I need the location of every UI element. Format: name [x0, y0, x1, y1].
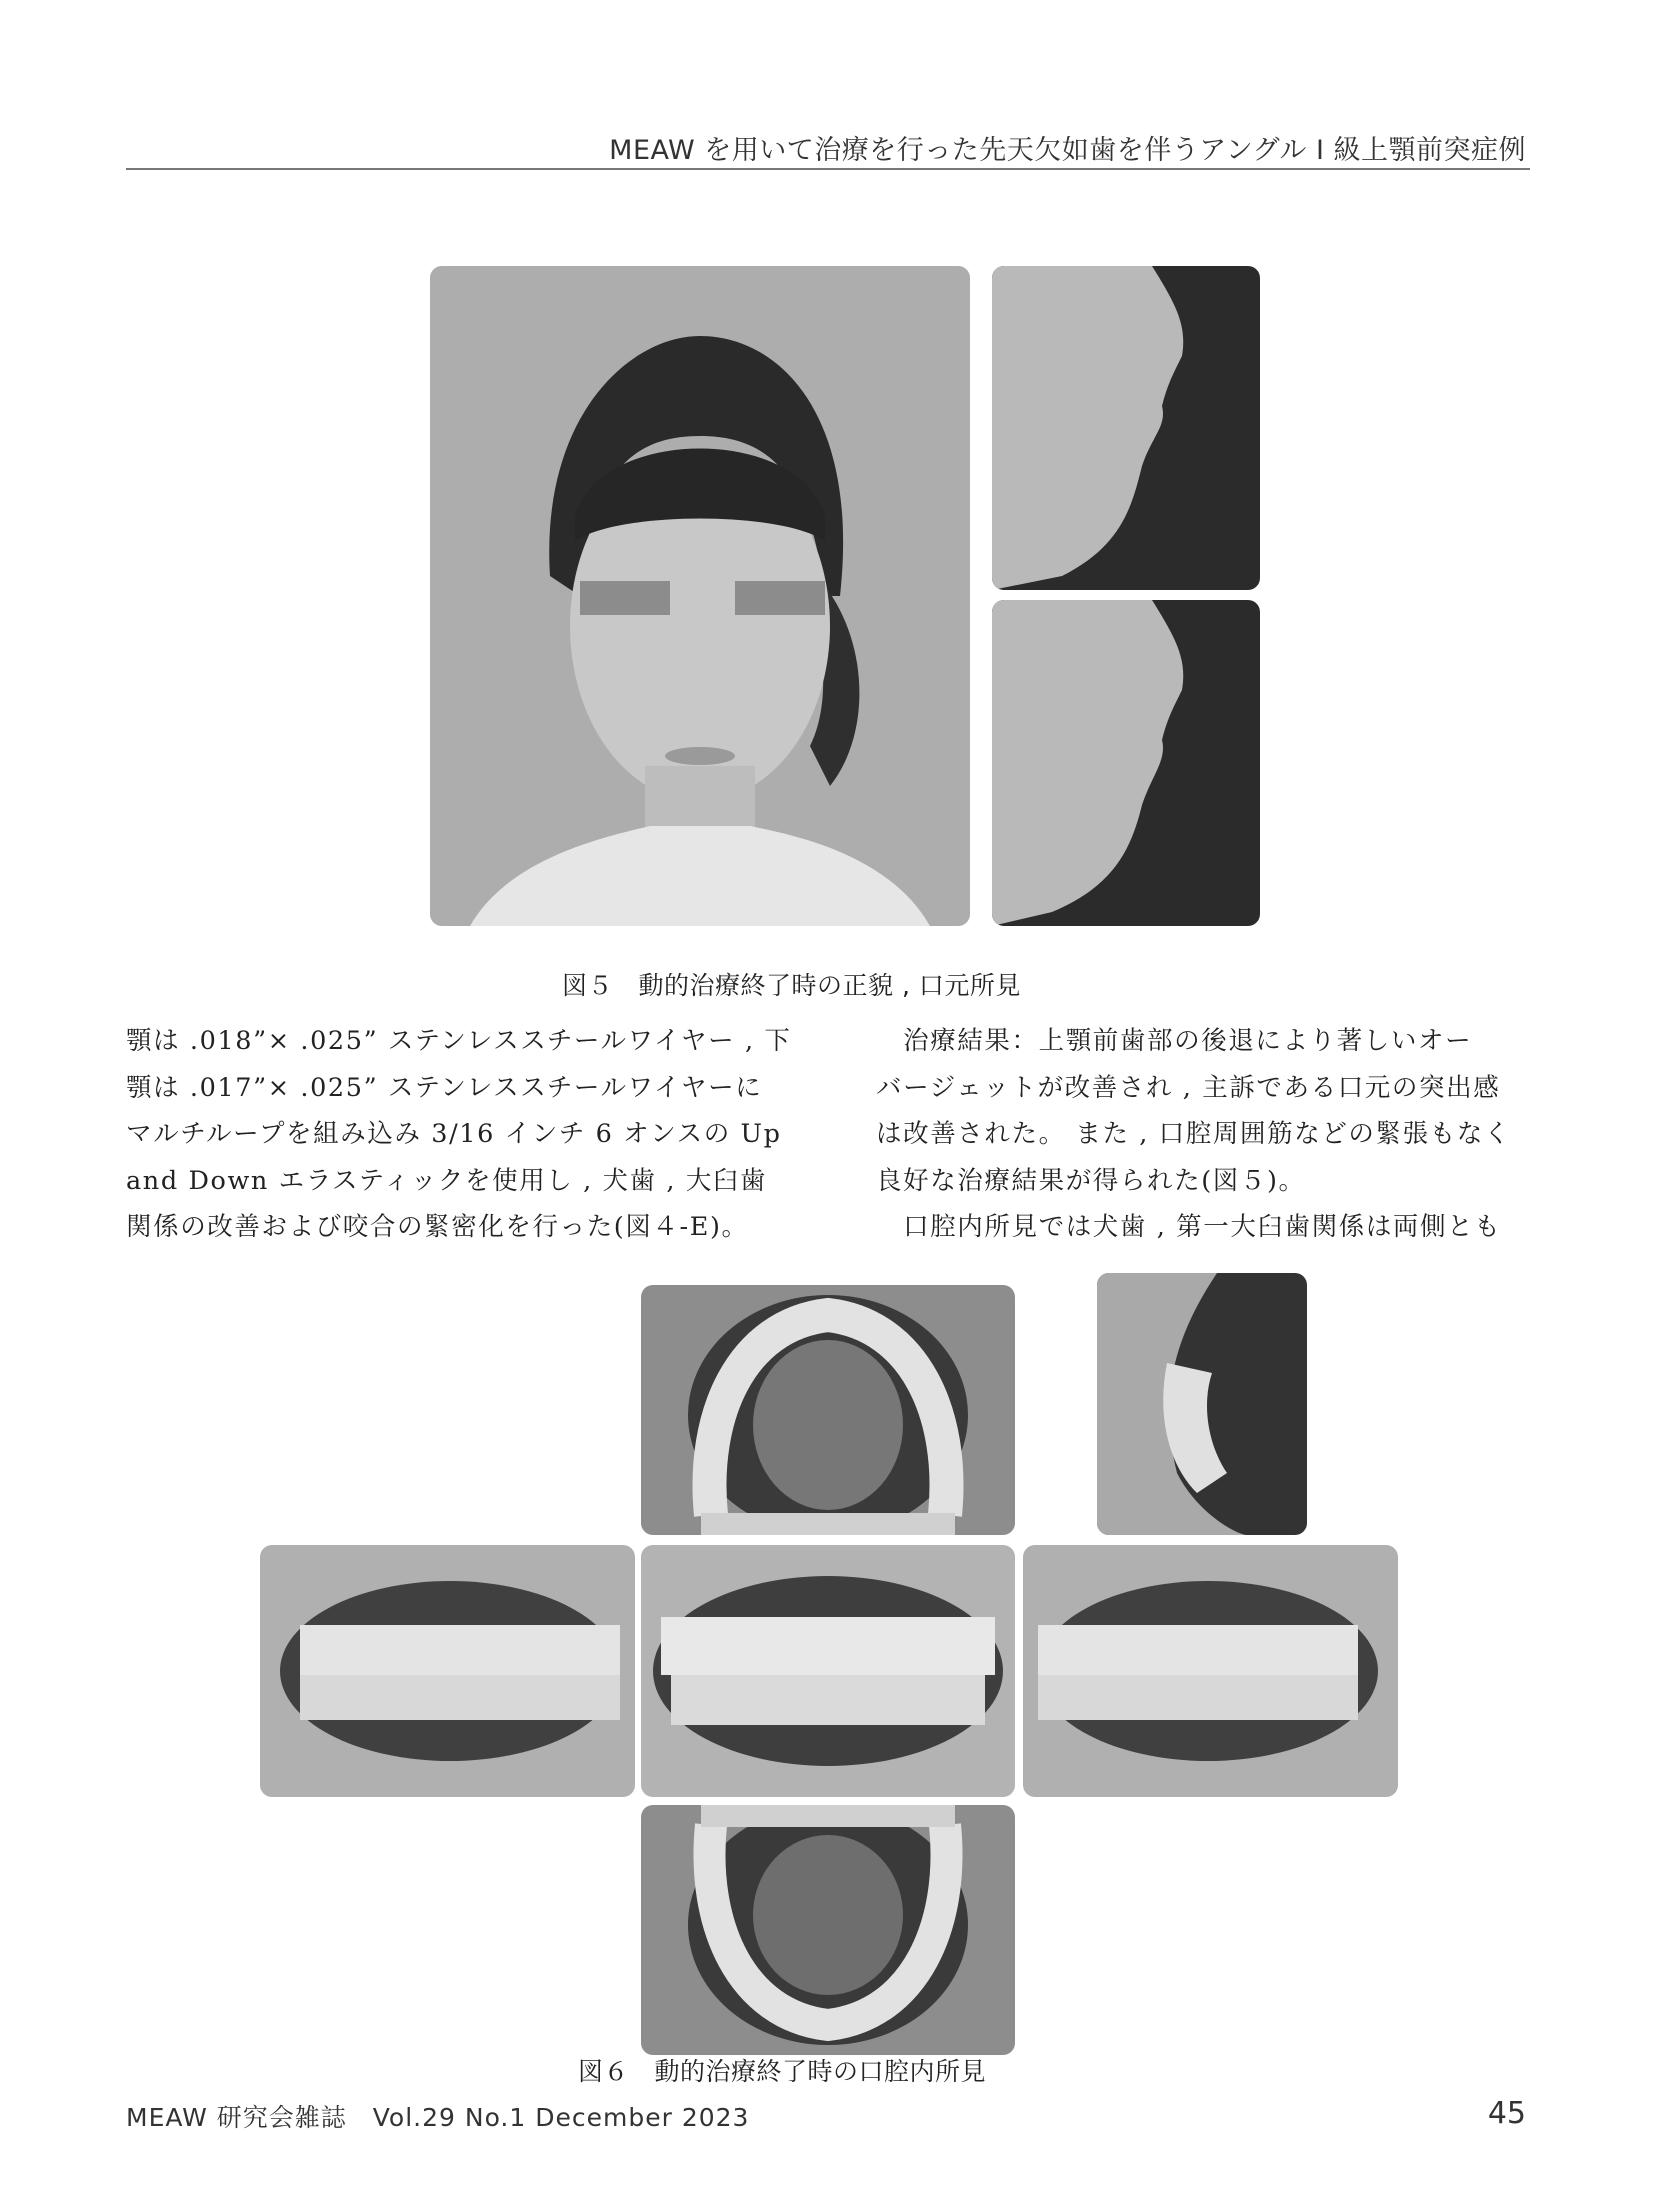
body-text-line: マルチループを組み込み 3/16 インチ 6 オンスの Up: [126, 1119, 782, 1149]
lower-occlusal-photo: [641, 1805, 1015, 2055]
lateral-incisor-photo: [1097, 1273, 1307, 1535]
body-text-line: は改善された。 また , 口腔周囲筋などの緊張もなく: [876, 1119, 1512, 1149]
footer-journal: MEAW 研究会雑誌 Vol.29 No.1 December 2023: [126, 2103, 750, 2132]
frontal-intraoral-photo: [641, 1545, 1015, 1797]
body-text-line: and Down エラスティックを使用し , 犬歯 , 大臼歯: [126, 1165, 768, 1196]
body-text-line: 関係の改善および咬合の緊密化を行った(図４-E)。: [126, 1212, 749, 1242]
body-text-line: 口腔内所見では犬歯 , 第一大臼歯関係は両側とも: [876, 1212, 1502, 1242]
profile-photo-smile: [992, 600, 1260, 926]
left-buccal-photo: [1023, 1545, 1398, 1797]
right-buccal-photo: [260, 1545, 635, 1797]
body-text-right-column: [876, 1018, 1511, 1251]
body-text-line: 治療結果：上顎前歯部の後退により著しいオー: [876, 1026, 1473, 1056]
figure-6-caption: 図６ 動的治療終了時の口腔内所見: [578, 2057, 987, 2086]
body-text-line: バージェットが改善され , 主訴である口元の突出感: [876, 1072, 1501, 1103]
page-number: 45: [1487, 2096, 1526, 2131]
body-text-line: 顎は .017”× .025” ステンレススチールワイヤーに: [126, 1072, 763, 1103]
body-text-line: 顎は .018”× .025” ステンレススチールワイヤー , 下: [126, 1026, 792, 1056]
figure-5-caption: 図５ 動的治療終了時の正貌 , 口元所見: [562, 971, 1021, 1000]
frontal-face-photo: [430, 266, 970, 926]
body-text-left-column: [126, 1018, 791, 1251]
running-header: MEAW を用いて治療を行った先天欠如歯を伴うアングル I 級上顎前突症例: [609, 135, 1526, 166]
header-rule: [126, 168, 1530, 170]
body-text-line: 良好な治療結果が得られた(図５)。: [876, 1165, 1306, 1196]
upper-occlusal-photo: [641, 1285, 1015, 1535]
profile-photo-rest: [992, 266, 1260, 590]
